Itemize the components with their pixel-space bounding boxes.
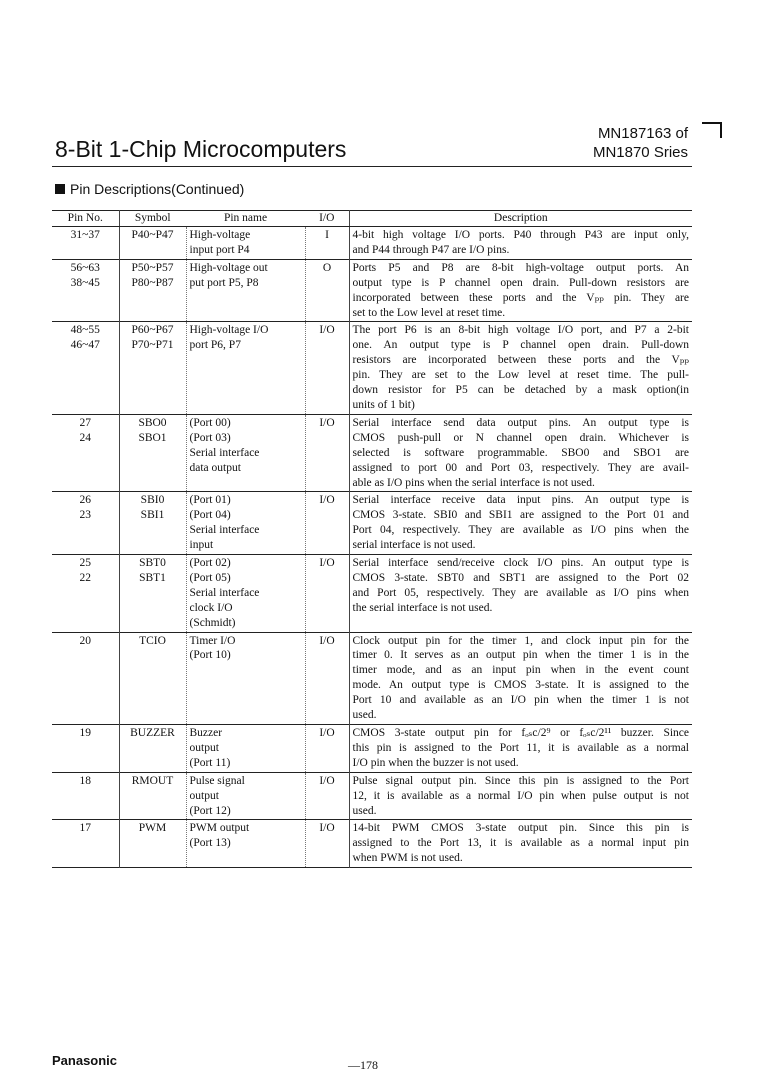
pin-number: 23 [79, 509, 91, 522]
pin-name-cell [186, 492, 305, 555]
pin-name-line: input port P4 [189, 243, 250, 256]
description-line: units of 1 bit) [352, 398, 415, 411]
pin-number: 20 [79, 634, 91, 647]
description-cell [349, 492, 692, 555]
io-cell: I/O [305, 492, 349, 555]
table-row [52, 555, 692, 633]
description-cell [349, 820, 692, 868]
table-row [52, 632, 692, 724]
io-cell: I/O [305, 555, 349, 633]
pin-number-cell [52, 820, 119, 868]
description-line: assigned to the Port 13, it is available as a normal input pin [352, 837, 689, 850]
table-row [52, 820, 692, 868]
header-description: Description [349, 211, 692, 227]
io-cell: I/O [305, 772, 349, 820]
pin-number: 25 [79, 557, 91, 570]
description-cell [349, 772, 692, 820]
description-line: mode. An output type is CMOS 3-state. It is assigned to the [352, 679, 689, 692]
pin-symbol: SBI1 [140, 509, 165, 522]
description-line: CMOS 3-state output pin for fₒₛc/2⁹ or fₒₛc/2¹¹ buzzer. Since [352, 727, 689, 739]
description-line: used. [352, 709, 377, 722]
description-line: resistors are incorporated between these ports and the Vₚₚ [352, 354, 689, 367]
symbol-cell [119, 725, 186, 773]
description-line: this pin is assigned to the Port 11, it is available as a normal [352, 741, 689, 754]
pin-name-cell [186, 725, 305, 773]
pin-number: 19 [79, 727, 91, 739]
description-line: serial interface is not used. [352, 539, 476, 552]
pin-name-line: (Port 05) [189, 571, 231, 584]
pin-number-cell [52, 259, 119, 322]
pin-name-cell [186, 820, 305, 868]
pin-symbol: P50~P57 [131, 261, 174, 274]
io-cell: I/O [305, 322, 349, 414]
pin-name-line: (Port 00) [189, 416, 231, 429]
pin-name-cell [186, 322, 305, 414]
part-number-line-2: MN1870 Sries [592, 144, 688, 161]
pin-number: 38~45 [70, 276, 100, 289]
symbol-cell [119, 259, 186, 322]
pin-number: 24 [79, 431, 91, 444]
footer-brand: Panasonic [52, 1053, 118, 1068]
pin-name-line: (Port 12) [189, 804, 231, 817]
symbol-cell [119, 820, 186, 868]
pin-number: 27 [79, 416, 91, 429]
part-number [593, 124, 688, 162]
pin-symbol: BUZZER [130, 727, 175, 739]
table-row [52, 227, 692, 260]
pin-name-line: High-voltage I/O [189, 324, 269, 337]
description-line: CMOS 3-state. SBT0 and SBT1 are assigned to the Port 02 [352, 571, 689, 584]
pin-number-cell [52, 227, 119, 260]
pin-descriptions-table [52, 210, 692, 868]
pin-name-line: (Port 13) [189, 837, 231, 850]
description-line: and Port 05, respectively. They are available as I/O pins when [352, 586, 689, 599]
pin-name-line: put port P5, P8 [189, 276, 259, 289]
symbol-cell [119, 414, 186, 492]
pin-name-line: data output [189, 461, 241, 474]
pin-number: 31~37 [70, 229, 100, 241]
description-line: timer 0. It serves as an output pin when the timer 1 is in the [352, 649, 689, 662]
table-body [52, 227, 692, 868]
description-cell [349, 414, 692, 492]
description-line: 14-bit PWM CMOS 3-state output pin. Since this pin is [352, 822, 689, 835]
pin-name-line: High-voltage out [189, 261, 268, 274]
pin-name-line: (Port 10) [189, 649, 231, 662]
description-cell [349, 227, 692, 260]
pin-symbol: P80~P87 [131, 276, 174, 289]
description-line: and P44 through P47 are I/O pins. [352, 243, 510, 256]
pin-name-line: clock I/O [189, 601, 233, 614]
description-line: timer mode, and as an input pin when in the event count [352, 664, 689, 677]
pin-name-line: port P6, P7 [189, 339, 241, 352]
table-row [52, 322, 692, 414]
pin-name-line: High-voltage [189, 229, 251, 241]
symbol-cell [119, 492, 186, 555]
pin-name-line: output [189, 741, 219, 754]
pin-name-cell [186, 227, 305, 260]
pin-name-line: input [189, 539, 214, 552]
description-line: output type is P channel open drain. Pull-down resistors are [352, 276, 689, 289]
description-line: the serial interface is not used. [352, 601, 493, 614]
description-line: pin. They are set to the Low level at reset time. The pull- [352, 369, 689, 382]
table-row [52, 725, 692, 773]
description-line: Serial interface receive data input pins. An output type is [352, 494, 689, 507]
description-line: 12, it is available as a normal I/O pin when pulse output is not [352, 789, 689, 802]
description-line: down resistor for P5 can be detached by a mask option(in [352, 384, 689, 397]
description-line: Port 10 and available as an I/O pin when the timer 1 is not [352, 694, 689, 707]
pin-name-line: output [189, 789, 219, 802]
pin-number: 48~55 [70, 324, 100, 337]
pin-name-cell [186, 259, 305, 322]
pin-name-line: Pulse signal [189, 774, 245, 787]
pin-name-cell [186, 414, 305, 492]
io-cell: I/O [305, 414, 349, 492]
title-rule [52, 166, 692, 167]
symbol-cell [119, 227, 186, 260]
pin-number-cell [52, 632, 119, 724]
pin-symbol: RMOUT [131, 774, 174, 787]
pin-symbol: P70~P71 [131, 339, 174, 352]
pin-number-cell [52, 725, 119, 773]
pin-name-line: (Port 04) [189, 509, 231, 522]
description-line: one. An output type is P channel open drain. Pull-down [352, 339, 689, 352]
pin-name-line: PWM output [189, 822, 250, 835]
table-row [52, 772, 692, 820]
pin-number: 18 [79, 774, 91, 787]
io-cell: I [305, 227, 349, 260]
description-line: I/O pin when the buzzer is not used. [352, 756, 519, 769]
pin-number-cell [52, 492, 119, 555]
description-line: incorporated between these ports and the Vₚₚ pin. They are [352, 291, 689, 304]
description-line: CMOS push-pull or N channel open drain. Whichever is [352, 431, 689, 444]
pin-name-cell [186, 555, 305, 633]
square-bullet-icon [55, 184, 65, 194]
description-line: able as I/O pins when the serial interface is not used. [352, 476, 595, 489]
pin-name-line: Timer I/O [189, 634, 236, 647]
description-cell [349, 725, 692, 773]
pin-name-cell [186, 772, 305, 820]
table-row [52, 492, 692, 555]
description-cell [349, 322, 692, 414]
description-cell [349, 555, 692, 633]
pin-number-cell [52, 414, 119, 492]
header-io: I/O [305, 211, 349, 227]
pin-symbol: SBT0 [139, 557, 166, 570]
description-line: Port 04, respectively. They are available as I/O pins when the [352, 524, 689, 537]
page-number: —178 [348, 1058, 378, 1072]
pin-number: 22 [79, 571, 91, 584]
description-line: Serial interface send/receive clock I/O pins. An output type is [352, 557, 689, 570]
pin-symbol: TCIO [139, 634, 166, 647]
pin-number-cell [52, 772, 119, 820]
pin-symbol: SBO1 [138, 431, 167, 444]
symbol-cell [119, 322, 186, 414]
symbol-cell [119, 555, 186, 633]
corner-mark [702, 122, 722, 138]
table-row [52, 259, 692, 322]
description-line: selected is software programmable. SBO0 and SBO1 are [352, 446, 689, 459]
description-line: Pulse signal output pin. Since this pin is assigned to the Port [352, 774, 689, 787]
pin-name-line: Serial interface [189, 446, 260, 459]
page-title: 8-Bit 1-Chip Microcomputers [55, 136, 347, 162]
pin-name-line: (Port 01) [189, 494, 231, 507]
pin-name-line: (Port 02) [189, 557, 231, 570]
pin-number: 46~47 [70, 339, 100, 352]
symbol-cell [119, 772, 186, 820]
pin-name-line: Serial interface [189, 586, 260, 599]
io-cell: O [305, 259, 349, 322]
description-line: assigned to port 00 and Port 03, respectively. They are avail- [352, 461, 689, 474]
pin-name-line: Buzzer [189, 727, 223, 739]
header-symbol: Symbol [119, 211, 186, 227]
pin-name-line: (Port 03) [189, 431, 231, 444]
symbol-cell [119, 632, 186, 724]
pin-symbol: SBI0 [140, 494, 165, 507]
pin-name-cell [186, 632, 305, 724]
description-cell [349, 259, 692, 322]
description-line: The port P6 is an 8-bit high voltage I/O port, and P7 a 2-bit [352, 324, 689, 337]
pin-number-cell [52, 555, 119, 633]
description-line: when PWM is not used. [352, 852, 463, 865]
section-title: Pin Descriptions(Continued) [70, 181, 245, 197]
table-row [52, 414, 692, 492]
pin-name-line: Serial interface [189, 524, 260, 537]
table-header [52, 211, 692, 227]
pin-symbol: SBT1 [139, 571, 166, 584]
pin-symbol: P60~P67 [131, 324, 174, 337]
io-cell: I/O [305, 725, 349, 773]
pin-number-cell [52, 322, 119, 414]
pin-symbol: PWM [138, 822, 167, 835]
header-pin-name: Pin name [186, 211, 305, 227]
description-line: Serial interface send data output pins. An output type is [352, 416, 689, 429]
description-line: CMOS 3-state. SBI0 and SBI1 are assigned to the Port 01 and [352, 509, 689, 522]
pin-name-line: (Port 11) [189, 756, 231, 769]
part-number-line-1: MN187163 of [597, 125, 688, 142]
pin-symbol: P40~P47 [131, 229, 174, 241]
description-line: used. [352, 804, 377, 817]
io-cell: I/O [305, 820, 349, 868]
pin-number: 17 [79, 822, 91, 835]
description-line: 4-bit high voltage I/O ports. P40 through P43 are input only, [352, 229, 689, 241]
pin-symbol: SBO0 [138, 416, 167, 429]
header-pin-no: Pin No. [52, 211, 119, 227]
io-cell: I/O [305, 632, 349, 724]
description-cell [349, 632, 692, 724]
description-line: set to the Low level at reset time. [352, 306, 506, 319]
description-line: Clock output pin for the timer 1, and clock input pin for the [352, 634, 689, 647]
pin-number: 26 [79, 494, 91, 507]
section-heading [55, 181, 244, 197]
pin-number: 56~63 [70, 261, 100, 274]
description-line: Ports P5 and P8 are 8-bit high-voltage output ports. An [352, 261, 689, 274]
pin-name-line: (Schmidt) [189, 616, 236, 629]
